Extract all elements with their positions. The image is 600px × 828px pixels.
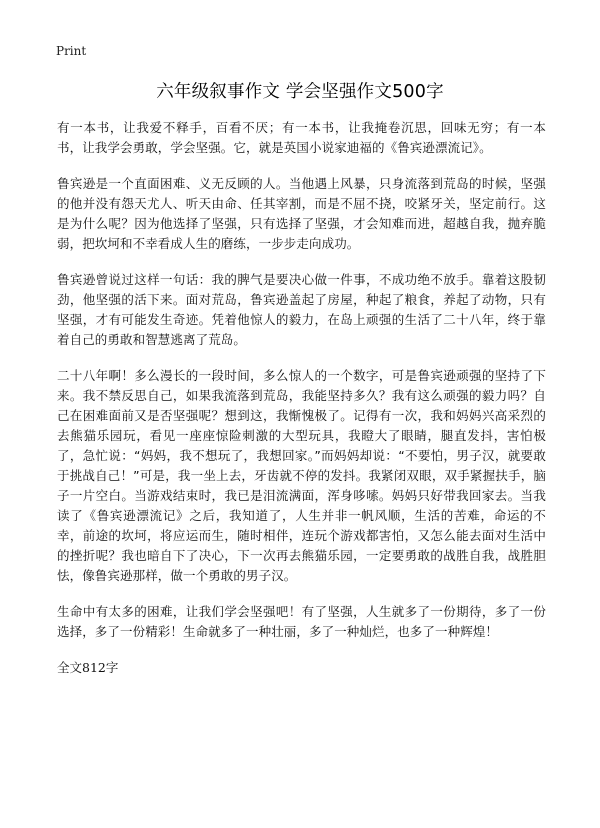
paragraph: 鲁宾逊曾说过这样一句话：我的脾气是要决心做一件事，不成功绝不放手。靠着这股韧劲，他坚强的活下来。面对荒岛，鲁宾逊盖起了房屋，种起了粮食，养起了动物，只有坚强，才有可能发生奇迹。凭着他惊人的毅力，在岛上顽强的生活了二十八年，终于靠着自己的勇敢和智慧逃离了荒岛。: [57, 272, 546, 347]
paragraph: 鲁宾逊是一个直面困难、义无反顾的人。当他遇上风暴，只身流落到荒岛的时候，坚强的他并没有怨天尤人、听天由命、任其宰割，而是不屈不挠，咬紧牙关，坚定前行。这是为什么呢？因为他选择了坚强，只有选择了坚强，才会知难而进，超越自我，抛弃脆弱，把坎坷和不幸看成人生的磨练，一步步走向成功。: [57, 176, 546, 251]
print-link[interactable]: Print: [56, 44, 87, 58]
word-count: 全文812字: [57, 660, 119, 675]
paragraph: 生命中有太多的困难，让我们学会坚强吧！有了坚强，人生就多了一份期待，多了一份选择，多了一份精彩！生命就多了一种壮丽，多了一种灿烂，也多了一种辉煌！: [57, 604, 546, 639]
paragraph: 二十八年啊！多么漫长的一段时间，多么惊人的一个数字，可是鲁宾逊顽强的坚持了下来。我不禁反思自己，如果我流落到荒岛，我能坚持多久？我有这么顽强的毅力吗？自己在困难面前又是否坚强呢？想到这，我惭愧极了。记得有一次，我和妈妈兴高采烈的去熊猫乐园玩，看见一座座惊险刺激的大型玩具，我瞪大了眼睛，腿直发抖，害怕极了，急忙说：“妈妈，我不想玩了，我想回家。”而妈妈却说：“不要怕，男子汉，就要敢于挑战自己！”可是，我一坐上去，牙齿就不停的发抖。我紧闭双眼，双手紧握扶手，脑子一片空白。当游戏结束时，我已是泪流满面，浑身哆嗦。妈妈只好带我回家去。当我读了《鲁宾逊漂流记》之后，我知道了，人生并非一帆风顺，生活的苦难，命运的不幸，前途的坎坷，将应运而生，随时相伴，连玩个游戏都害怕，又怎么能去面对生活中的挫折呢？我也暗自下了决心，下一次再去熊猫乐园，一定要勇敢的战胜自我，战胜胆怯，像鲁宾逊那样，做一个勇敢的男子汉。: [57, 368, 546, 583]
article-body: [57, 118, 546, 676]
paragraph: 有一本书，让我爱不释手，百看不厌；有一本书，让我掩卷沉思，回味无穷；有一本书，让我学会勇敢，学会坚强。它，就是英国小说家迪福的《鲁宾逊漂流记》。: [57, 120, 546, 155]
article-title: 六年级叙事作文 学会坚强作文500字: [156, 82, 444, 102]
